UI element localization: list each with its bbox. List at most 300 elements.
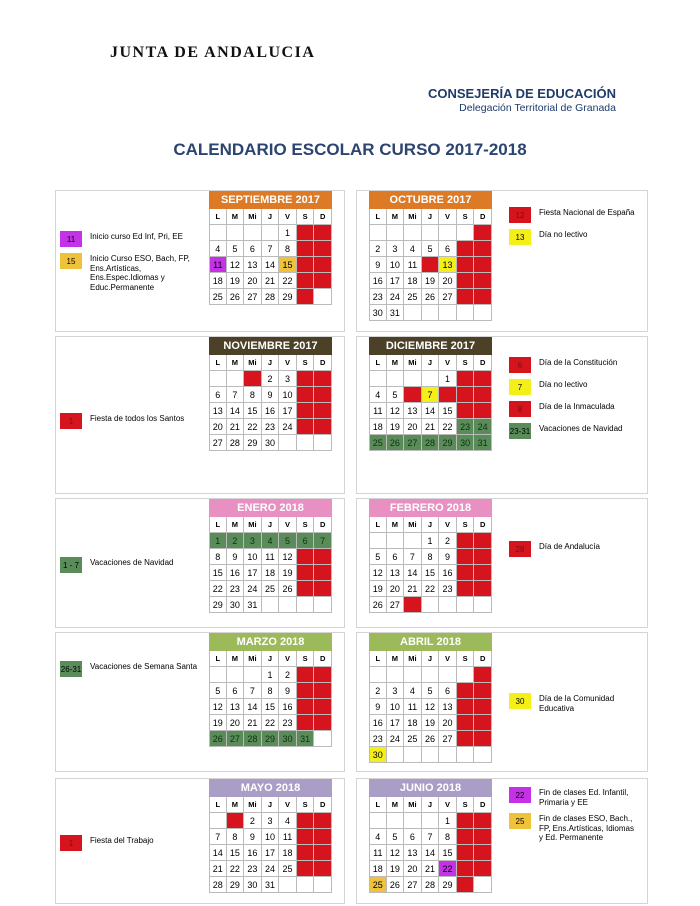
empty-cell [387, 225, 405, 241]
day-cell: 1 [279, 225, 297, 241]
day-cell: 8 [474, 241, 492, 257]
calendar-noviembre [209, 337, 332, 451]
legend-mayo [60, 835, 200, 857]
card-noviembre [55, 336, 345, 494]
day-cell: 24 [387, 731, 405, 747]
day-cell: 17 [314, 257, 332, 273]
junta-logo: JUNTA DE ANDALUCIA [110, 44, 316, 61]
day-cell: 17 [474, 403, 492, 419]
day-cell: 14 [457, 257, 475, 273]
day-cell: 16 [457, 845, 475, 861]
day-cell: 3 [387, 683, 405, 699]
day-cell: 9 [244, 829, 262, 845]
day-cell: 20 [314, 845, 332, 861]
legend-text: Vacaciones de Semana Santa [90, 662, 198, 671]
day-cell: 9 [262, 387, 280, 403]
day-cell: 15 [439, 403, 457, 419]
day-cell: 16 [297, 257, 315, 273]
empty-cell [227, 225, 245, 241]
day-cell: 5 [227, 241, 245, 257]
day-cell: 4 [279, 813, 297, 829]
day-cell: 23 [297, 273, 315, 289]
day-cell: 12 [422, 257, 440, 273]
day-cell: 4 [209, 241, 227, 257]
day-cell: 23 [279, 715, 297, 731]
day-cell: 31 [262, 877, 280, 893]
day-cell: 21 [262, 273, 280, 289]
legend-diciembre [509, 357, 639, 445]
empty-cell [314, 435, 332, 451]
weekday-header: V [439, 209, 457, 225]
weekday-header: D [474, 517, 492, 533]
day-cell: 26 [279, 581, 297, 597]
day-cell: 25 [404, 731, 422, 747]
day-cell: 28 [422, 435, 440, 451]
legend-text: Día de Andalucía [539, 542, 600, 551]
empty-cell [422, 597, 440, 613]
empty-cell [422, 225, 440, 241]
day-cell: 18 [279, 845, 297, 861]
day-cell: 9 [369, 699, 387, 715]
day-cell: 23 [457, 861, 475, 877]
day-cell: 21 [244, 715, 262, 731]
card-septiembre [55, 190, 345, 332]
day-cell: 10 [279, 387, 297, 403]
day-cell: 24 [279, 419, 297, 435]
day-cell: 8 [422, 549, 440, 565]
day-cell: 15 [227, 845, 245, 861]
card-enero [55, 498, 345, 628]
day-cell: 22 [227, 861, 245, 877]
day-cell: 2 [369, 683, 387, 699]
day-cell: 8 [244, 387, 262, 403]
day-cell: 25 [209, 289, 227, 305]
day-cell: 3 [297, 667, 315, 683]
day-cell: 18 [404, 715, 422, 731]
empty-cell [404, 225, 422, 241]
day-cell: 10 [387, 699, 405, 715]
day-cell: 12 [369, 565, 387, 581]
day-cell: 23 [369, 731, 387, 747]
day-cell: 24 [457, 581, 475, 597]
card-febrero [356, 498, 648, 628]
empty-cell [422, 371, 440, 387]
day-cell: 12 [422, 699, 440, 715]
weekday-header: Mi [404, 651, 422, 667]
empty-cell [439, 667, 457, 683]
day-cell: 10 [262, 829, 280, 845]
legend-text: Día de la Comunidad Educativa [539, 694, 615, 713]
day-cell: 20 [227, 715, 245, 731]
day-cell: 17 [279, 403, 297, 419]
legend-text: Fin de clases Ed. Infantil, Primaria y EE [539, 788, 629, 807]
weekday-header: D [314, 355, 332, 371]
legend-item [509, 207, 639, 223]
day-cell: 16 [227, 565, 245, 581]
day-cell: 3 [244, 533, 262, 549]
day-cell: 7 [209, 829, 227, 845]
legend-text: Día no lectivo [539, 380, 588, 389]
day-cell: 23 [244, 861, 262, 877]
day-cell: 2 [297, 225, 315, 241]
day-cell: 16 [457, 403, 475, 419]
day-cell: 16 [439, 565, 457, 581]
calendar-enero [209, 499, 332, 613]
day-cell: 2 [262, 371, 280, 387]
day-cell: 26 [369, 597, 387, 613]
day-cell: 22 [474, 273, 492, 289]
weekday-header: Mi [404, 355, 422, 371]
legend-item [509, 379, 639, 395]
day-cell: 14 [422, 403, 440, 419]
calendar-abril [369, 633, 492, 763]
empty-cell [422, 305, 440, 321]
day-cell: 16 [279, 699, 297, 715]
empty-cell [244, 225, 262, 241]
day-cell: 24 [314, 273, 332, 289]
day-cell: 13 [439, 699, 457, 715]
day-cell: 20 [439, 273, 457, 289]
weekday-header: M [387, 209, 405, 225]
day-cell: 3 [262, 813, 280, 829]
calendar-mayo [209, 779, 332, 893]
day-cell: 28 [422, 877, 440, 893]
day-cell: 9 [297, 241, 315, 257]
weekday-header: V [279, 355, 297, 371]
day-cell: 9 [279, 683, 297, 699]
weekday-header: V [439, 517, 457, 533]
weekday-header: S [457, 797, 475, 813]
day-cell: 28 [227, 435, 245, 451]
empty-cell [369, 667, 387, 683]
day-cell: 1 [474, 667, 492, 683]
day-cell: 3 [387, 241, 405, 257]
day-cell: 23 [227, 581, 245, 597]
legend-item [60, 557, 200, 573]
day-cell: 12 [387, 403, 405, 419]
day-cell: 2 [457, 371, 475, 387]
day-cell: 17 [474, 845, 492, 861]
empty-cell [369, 371, 387, 387]
day-cell: 9 [227, 549, 245, 565]
weekday-header: J [262, 209, 280, 225]
weekday-header: J [422, 355, 440, 371]
empty-cell [297, 877, 315, 893]
day-cell: 4 [297, 371, 315, 387]
day-cell: 15 [262, 699, 280, 715]
month-title: SEPTIEMBRE 2017 [209, 191, 332, 209]
legend-enero [60, 557, 200, 579]
weekday-header: V [279, 209, 297, 225]
weekday-header: M [227, 355, 245, 371]
legend-swatch: 22 [509, 787, 531, 803]
day-cell: 5 [387, 387, 405, 403]
day-cell: 5 [297, 813, 315, 829]
weekday-header: Mi [244, 651, 262, 667]
day-cell: 30 [369, 305, 387, 321]
day-cell: 4 [404, 241, 422, 257]
day-cell: 6 [244, 241, 262, 257]
legend-item [60, 253, 200, 292]
day-cell: 23 [457, 419, 475, 435]
day-cell: 10 [457, 549, 475, 565]
day-cell: 5 [369, 549, 387, 565]
empty-cell [474, 597, 492, 613]
card-abril [356, 632, 648, 772]
weekday-header: L [369, 209, 387, 225]
empty-cell [404, 371, 422, 387]
day-cell: 3 [474, 371, 492, 387]
day-cell: 24 [244, 581, 262, 597]
day-cell: 30 [369, 747, 387, 763]
legend-octubre [509, 207, 639, 251]
month-title: FEBRERO 2018 [369, 499, 492, 517]
day-cell: 27 [404, 877, 422, 893]
weekday-header: S [297, 209, 315, 225]
day-cell: 19 [314, 403, 332, 419]
day-cell: 14 [244, 699, 262, 715]
day-cell: 14 [422, 845, 440, 861]
day-cell: 18 [262, 565, 280, 581]
day-cell: 13 [387, 565, 405, 581]
legend-item [509, 813, 639, 843]
weekday-header: L [209, 355, 227, 371]
weekday-header: D [474, 651, 492, 667]
day-cell: 6 [314, 813, 332, 829]
calendar-febrero [369, 499, 492, 613]
empty-cell [457, 305, 475, 321]
empty-cell [457, 597, 475, 613]
day-cell: 24 [297, 715, 315, 731]
month-grid [209, 797, 332, 893]
day-cell: 28 [457, 731, 475, 747]
day-cell: 8 [474, 683, 492, 699]
empty-cell [297, 597, 315, 613]
legend-swatch: 1 [60, 413, 82, 429]
empty-cell [474, 305, 492, 321]
day-cell: 15 [209, 565, 227, 581]
calendar-junio [369, 779, 492, 893]
weekday-header: Mi [404, 797, 422, 813]
day-cell: 7 [422, 387, 440, 403]
day-cell: 21 [209, 861, 227, 877]
legend-text: Fiesta de todos los Santos [90, 414, 185, 423]
day-cell: 12 [209, 699, 227, 715]
day-cell: 12 [279, 549, 297, 565]
weekday-header: J [262, 517, 280, 533]
day-cell: 13 [439, 257, 457, 273]
day-cell: 3 [314, 225, 332, 241]
legend-text: Fiesta Nacional de España [539, 208, 635, 217]
month-grid [369, 517, 492, 613]
day-cell: 13 [404, 845, 422, 861]
empty-cell [404, 305, 422, 321]
weekday-header: S [457, 355, 475, 371]
empty-cell [439, 305, 457, 321]
day-cell: 7 [422, 829, 440, 845]
weekday-header: V [439, 355, 457, 371]
card-octubre [356, 190, 648, 332]
empty-cell [314, 877, 332, 893]
day-cell: 28 [457, 289, 475, 305]
day-cell: 30 [279, 731, 297, 747]
day-cell: 1 [244, 371, 262, 387]
day-cell: 19 [297, 845, 315, 861]
day-cell: 29 [227, 877, 245, 893]
day-cell: 3 [279, 371, 297, 387]
legend-swatch: 25 [509, 813, 531, 829]
weekday-header: S [457, 517, 475, 533]
day-cell: 11 [369, 845, 387, 861]
weekday-header: L [209, 209, 227, 225]
weekday-header: V [439, 651, 457, 667]
weekday-header: L [369, 517, 387, 533]
weekday-header: V [439, 797, 457, 813]
day-cell: 16 [369, 715, 387, 731]
day-cell: 7 [457, 241, 475, 257]
day-cell: 2 [439, 533, 457, 549]
day-cell: 6 [297, 533, 315, 549]
day-cell: 1 [422, 533, 440, 549]
day-cell: 28 [314, 581, 332, 597]
day-cell: 1 [439, 813, 457, 829]
day-cell: 6 [209, 387, 227, 403]
empty-cell [279, 597, 297, 613]
month-grid [369, 651, 492, 763]
card-diciembre [356, 336, 648, 494]
weekday-header: Mi [404, 209, 422, 225]
day-cell: 28 [209, 877, 227, 893]
day-cell: 20 [404, 861, 422, 877]
empty-cell [404, 533, 422, 549]
day-cell: 2 [457, 813, 475, 829]
empty-cell [457, 225, 475, 241]
legend-item [509, 229, 639, 245]
day-cell: 1 [262, 667, 280, 683]
day-cell: 13 [227, 699, 245, 715]
day-cell: 10 [244, 549, 262, 565]
weekday-header: J [262, 651, 280, 667]
day-cell: 17 [244, 565, 262, 581]
legend-item [509, 401, 639, 417]
weekday-header: M [227, 209, 245, 225]
month-grid [209, 651, 332, 747]
weekday-header: D [314, 797, 332, 813]
day-cell: 4 [262, 533, 280, 549]
empty-cell [422, 813, 440, 829]
legend-swatch: 26-31 [60, 661, 82, 677]
day-cell: 18 [474, 565, 492, 581]
day-cell: 17 [262, 845, 280, 861]
weekday-header: S [457, 651, 475, 667]
weekday-header: D [314, 209, 332, 225]
month-title: OCTUBRE 2017 [369, 191, 492, 209]
day-cell: 18 [314, 699, 332, 715]
day-cell: 27 [209, 435, 227, 451]
day-cell: 11 [279, 829, 297, 845]
day-cell: 31 [387, 305, 405, 321]
day-cell: 21 [457, 715, 475, 731]
weekday-header: M [387, 651, 405, 667]
weekday-header: V [279, 517, 297, 533]
day-cell: 19 [279, 565, 297, 581]
day-cell: 29 [209, 597, 227, 613]
day-cell: 27 [387, 597, 405, 613]
weekday-header: D [314, 651, 332, 667]
day-cell: 15 [439, 845, 457, 861]
day-cell: 27 [227, 731, 245, 747]
page-title: CALENDARIO ESCOLAR CURSO 2017-2018 [173, 140, 527, 159]
day-cell: 22 [439, 861, 457, 877]
legend-item [509, 357, 639, 373]
day-cell: 20 [404, 419, 422, 435]
day-cell: 30 [457, 877, 475, 893]
day-cell: 20 [244, 273, 262, 289]
month-grid [369, 797, 492, 893]
day-cell: 10 [474, 829, 492, 845]
legend-item [509, 423, 639, 439]
day-cell: 27 [439, 731, 457, 747]
weekday-header: S [297, 651, 315, 667]
day-cell: 18 [209, 273, 227, 289]
empty-cell [422, 667, 440, 683]
day-cell: 13 [314, 829, 332, 845]
empty-cell [209, 371, 227, 387]
day-cell: 25 [474, 581, 492, 597]
day-cell: 7 [314, 533, 332, 549]
day-cell: 18 [369, 419, 387, 435]
day-cell: 19 [422, 715, 440, 731]
empty-cell [474, 747, 492, 763]
month-grid [369, 355, 492, 451]
day-cell: 11 [314, 683, 332, 699]
day-cell: 14 [262, 257, 280, 273]
day-cell: 9 [369, 257, 387, 273]
weekday-header: J [262, 355, 280, 371]
day-cell: 30 [457, 435, 475, 451]
empty-cell [369, 533, 387, 549]
empty-cell [314, 597, 332, 613]
day-cell: 22 [244, 419, 262, 435]
day-cell: 8 [439, 829, 457, 845]
day-cell: 25 [262, 581, 280, 597]
day-cell: 31 [474, 435, 492, 451]
day-cell: 14 [314, 549, 332, 565]
legend-abril [509, 693, 639, 719]
legend-swatch: 13 [509, 229, 531, 245]
day-cell: 22 [209, 581, 227, 597]
empty-cell [279, 435, 297, 451]
empty-cell [227, 667, 245, 683]
legend-item [60, 231, 200, 247]
weekday-header: S [297, 355, 315, 371]
legend-item [509, 693, 639, 713]
day-cell: 11 [262, 549, 280, 565]
day-cell: 27 [439, 289, 457, 305]
legend-swatch: 1 [60, 835, 82, 851]
day-cell: 11 [404, 699, 422, 715]
weekday-header: J [422, 651, 440, 667]
legend-swatch: 6 [509, 357, 531, 373]
day-cell: 16 [244, 845, 262, 861]
month-title: JUNIO 2018 [369, 779, 492, 797]
day-cell: 28 [262, 289, 280, 305]
empty-cell [387, 813, 405, 829]
day-cell: 24 [474, 419, 492, 435]
day-cell: 30 [297, 289, 315, 305]
legend-swatch: 7 [509, 379, 531, 395]
day-cell: 17 [387, 273, 405, 289]
